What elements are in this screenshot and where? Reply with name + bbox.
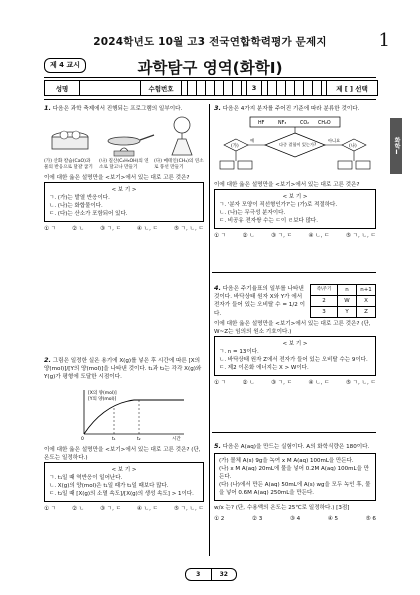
choice-3[interactable]: ③ 4 (289, 516, 301, 523)
question-text: 다음은 주기율표의 일부를 나타낸 것이다. 바닥상태 원자 X와 Y가 에서 전자가 들어 있는 오비탈 수 = 1/2 이다. (214, 286, 305, 317)
question-number: 1. (44, 104, 51, 112)
choice-1[interactable]: ① ㄱ (44, 506, 57, 513)
choice-5[interactable]: ⑤ ㄱ, ㄴ, ㄷ (173, 506, 204, 513)
svg-text:다중 결합이 있는가?: 다중 결합이 있는가? (279, 142, 317, 148)
choice-1[interactable]: ① ㄱ (214, 233, 227, 240)
choice-2[interactable]: ② ㄴ (242, 233, 255, 240)
equilibrium-graph (44, 384, 204, 444)
answer-choices (214, 232, 376, 240)
answer-choices (44, 225, 204, 233)
exam-number-label: 수험번호 (141, 81, 182, 95)
choice-4[interactable]: ④ ㄴ, ㄷ (136, 226, 159, 233)
page-number: 1 (378, 30, 390, 51)
bogi-box: < 보 기 > ㄱ. t₁일 때 역반응이 일어난다. ㄴ. X(g)의 양(mol)은 t₁일 때가 t₂일 때보다 많다. ㄷ. t₂일 때 [X(g)의 소멸 속도]/[X(g)의 생성 속도] > 1이다. (44, 462, 204, 502)
svg-text:t₁: t₁ (112, 436, 116, 442)
question-number: 3. (214, 104, 221, 112)
svg-text:NF₃: NF₃ (278, 121, 287, 127)
instruction: 이에 대한 옳은 설명만을 <보기>에서 있는 대로 고른 것은? (단, W~Z는 임의의 원소 기호이다.) (214, 320, 371, 336)
choice-4[interactable]: ④ 5 (327, 516, 339, 523)
answer-choices (214, 515, 376, 523)
choice-label: 제 [ ] 선택 (336, 84, 368, 93)
question-number: 2. (44, 356, 51, 364)
choice-4[interactable]: ④ ㄴ, ㄷ (308, 233, 330, 240)
svg-text:CH₂O: CH₂O (318, 121, 331, 127)
question-prompt: w/x 는? (단, 수용액의 온도는 25℃로 일정하다.) [3점] (214, 505, 350, 512)
svg-text:HF: HF (258, 121, 265, 127)
question-1 (44, 104, 204, 234)
caption-c: (다) 메테인(CH₄)의 연소로 풍선 만들기 (154, 159, 204, 171)
choice-1[interactable]: ① 2 (214, 516, 225, 523)
choice-5[interactable]: ⑤ ㄱ, ㄴ, ㄷ (345, 233, 376, 240)
choice-3[interactable]: ③ ㄱ, ㄷ (99, 506, 122, 513)
total-pages: 32 (219, 571, 228, 578)
question-number: 5. (214, 442, 221, 450)
experiment-steps: (가) 몰체 A(s) 9g을 녹여 x M A(aq) 100mL을 만든다. (나) x M A(aq) 20mL에 물을 넣어 0.2M A(aq) 100mL을 만든다. (다) (나)에서 만든 A(aq) 50mL에 A(s) wg을 모두 녹인 후, 물을 넣어 0.6M A(aq) 250mL을 만든다. (214, 453, 376, 501)
svg-text:0: 0 (81, 436, 84, 442)
question-text: 다음은 A(aq)을 만드는 실험이다. A의 화학식량은 180이다. (222, 444, 370, 450)
name-field[interactable] (80, 81, 141, 95)
svg-text:(나): (나) (349, 144, 357, 150)
instruction: 이에 대한 옳은 설명만을 <보기>에서 있는 대로 고른 것은? (단, 온도는 일정하다.) (44, 446, 201, 461)
legend-y: [Y의 양(mol)] (88, 396, 117, 402)
choice-2[interactable]: ② ㄴ (71, 506, 85, 513)
exam-title: 2024학년도 10월 고3 전국연합학력평가 문제지 (93, 36, 327, 48)
classification-diagram (214, 115, 376, 179)
question-text: 다음은 4가지 분자를 주어진 기준에 따라 분류한 것이다. (222, 106, 360, 112)
page-counter (185, 568, 237, 581)
caption-b: (나) 질산(C₂H₅OH)의 연소로 달고나 만들기 (99, 159, 149, 171)
bogi-box: < 보 기 > ㄱ. n = 13이다. ㄴ. 바닥상태 원자 Z에서 전자가 들어 있는 오비탈 수는 9이다. ㄷ. 제2 이온화 에너지는 X > W이다. (214, 336, 376, 376)
choice-2[interactable]: ② ㄴ (71, 226, 85, 233)
choice-4[interactable]: ④ ㄴ, ㄷ (136, 506, 159, 513)
column-divider (209, 104, 210, 556)
period-badge: 제 4 교시 (44, 58, 86, 73)
answer-choices (44, 505, 204, 513)
bogi-box: < 보 기 > ㄱ. '분자 모양이 직선형인가?'는 (가)로 적절하다. ㄴ. (나)는 무극성 분자이다. ㄷ. 비공유 전자쌍 수는 ㄷ이 ㄹ보다 많다. (214, 189, 376, 229)
choice-5[interactable]: ⑤ 6 (365, 516, 376, 523)
instruction: 이에 대한 옳은 설명만을 <보기>에서 있는 대로 고른 것은? (44, 175, 190, 182)
svg-text:t₂: t₂ (137, 436, 141, 442)
question-text: 다음은 과학 축제에서 진행되는 프로그램의 일부이다. (52, 106, 183, 112)
choice-1[interactable]: ① ㄱ (44, 226, 57, 233)
subject-side-tab: 화학Ⅰ (390, 118, 402, 174)
subject-title: 과학탐구 영역(화학Ⅰ) (137, 59, 283, 77)
question-text: 그림은 일정한 실온 용기에 X(g)를 넣은 후 시간에 따른 [X의 양(mol)]/[Y의 양(mol)]을 나타낸 것이다. t₁과 t₂는 각각 X(g)와 Y(g)가 평형에 도달한 시점이다. (44, 358, 202, 381)
pan-icon (108, 135, 154, 156)
choice-5[interactable]: ⑤ ㄱ, ㄴ, ㄷ (345, 380, 376, 387)
right-column-rule-1 (212, 272, 376, 273)
current-page: 3 (186, 569, 212, 580)
right-column-rule-2 (212, 432, 376, 433)
flask-balloon-icon (172, 117, 192, 155)
header-rule-2 (44, 99, 376, 100)
experiment-illustrations (44, 115, 204, 159)
choice-2[interactable]: ② 3 (251, 516, 263, 523)
legend-x: [X의 양(mol)] (88, 390, 117, 396)
choice-3[interactable]: ③ ㄱ, ㄷ (99, 226, 122, 233)
choice-3[interactable]: ③ ㄱ, ㄷ (270, 233, 293, 240)
instruction: 이에 대한 옳은 설명만을 <보기>에서 있는 대로 고른 것은? (214, 182, 360, 189)
choice-4[interactable]: ④ ㄴ, ㄷ (308, 380, 330, 387)
svg-text:(가): (가) (231, 144, 239, 150)
svg-text:시간: 시간 (172, 436, 181, 442)
pot-icon (52, 131, 88, 149)
exam-number-grid-right[interactable] (262, 81, 327, 95)
svg-text:예: 예 (250, 138, 255, 144)
header-rule (44, 77, 376, 78)
answer-choices (214, 379, 376, 387)
question-2 (44, 356, 204, 513)
question-3 (214, 104, 376, 241)
bogi-box: < 보 기 > ㄱ. (가)는 발열 반응이다. ㄴ. (나)는 화합물이다. ㄷ. (다)는 산소가 포함되어 있다. (44, 182, 204, 222)
question-number: 4. (214, 284, 221, 292)
choice-5[interactable]: ⑤ ㄱ, ㄴ, ㄷ (173, 226, 204, 233)
name-label: 성명 (45, 81, 80, 95)
svg-text:CO₂: CO₂ (300, 121, 310, 127)
choice-3[interactable]: ③ ㄱ, ㄷ (270, 380, 293, 387)
question-5 (214, 442, 376, 524)
question-4 (214, 284, 376, 387)
choice-1[interactable]: ① ㄱ (214, 380, 227, 387)
svg-text:아니요: 아니요 (328, 138, 341, 144)
exam-number-value: 3 (247, 81, 262, 95)
choice-2[interactable]: ② ㄴ (242, 380, 255, 387)
caption-a: (가) 산화 칼슘(CaO)과 물의 반응으로 달걀 굽기 (44, 159, 93, 171)
exam-number-grid-left[interactable] (182, 81, 247, 95)
periodic-table: 족\주기 n n+1 2 W X 3 Y Z (310, 284, 376, 318)
info-row (44, 80, 378, 96)
